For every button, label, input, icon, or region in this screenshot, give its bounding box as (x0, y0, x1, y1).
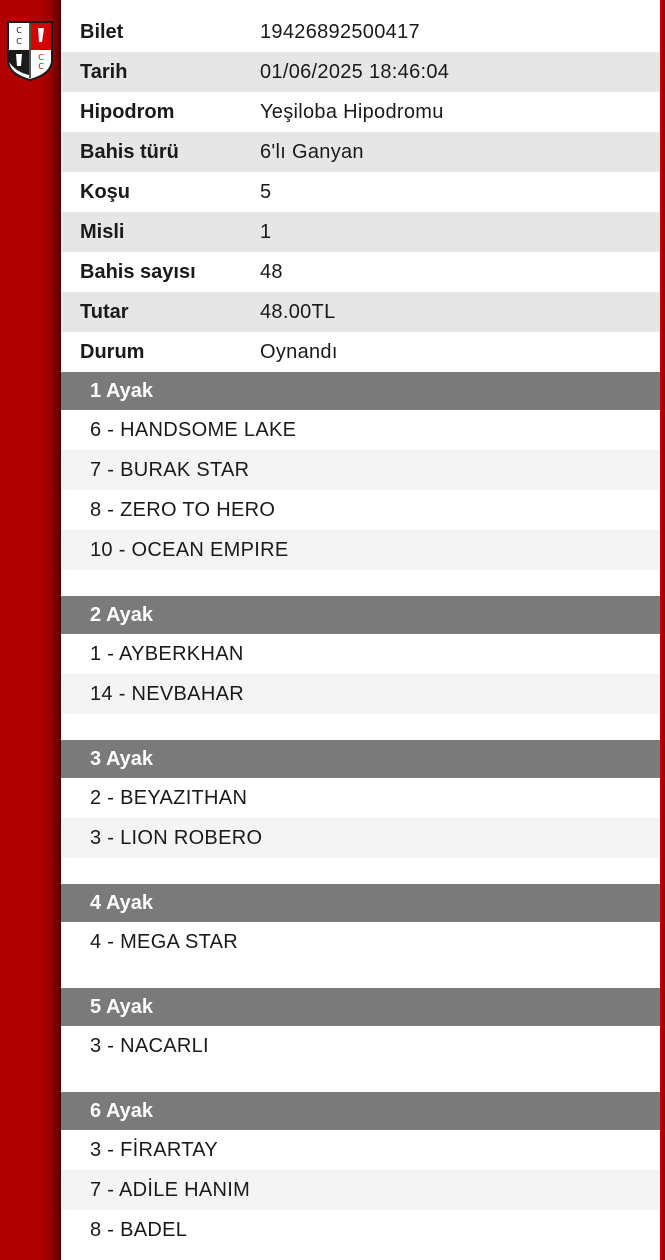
info-row (61, 132, 660, 172)
info-value: 48 (260, 260, 283, 283)
info-label: Hipodrom (80, 100, 175, 123)
leg-header: 5 Ayak (61, 988, 660, 1026)
horse-item: 8 - BADEL (90, 1218, 188, 1241)
info-value: 01/06/2025 18:46:04 (260, 60, 450, 83)
info-value: 1 (260, 220, 272, 243)
info-row (61, 252, 660, 292)
svg-text:C: C (38, 53, 44, 62)
left-sidebar (0, 0, 61, 1260)
horse-item: 7 - BURAK STAR (61, 450, 660, 490)
info-label: Bilet (80, 20, 124, 43)
leg-header: 3 Ayak (61, 740, 660, 778)
info-row (61, 92, 660, 132)
horse-item: 3 - FİRARTAY (90, 1138, 219, 1161)
horse-item: 4 - MEGA STAR (90, 930, 239, 953)
info-label: Misli (80, 220, 125, 243)
horse-item: 2 - BEYAZITHAN (90, 786, 248, 809)
svg-text:C: C (16, 37, 22, 46)
info-value: 6'lı Ganyan (260, 140, 364, 163)
leg-spacer (61, 1066, 660, 1092)
horse-item: 10 - OCEAN EMPIRE (61, 530, 660, 570)
leg-spacer (61, 714, 660, 740)
info-label: Koşu (80, 180, 130, 203)
info-label: Bahis sayısı (80, 260, 196, 283)
leg-header: 1 Ayak (61, 372, 660, 410)
info-row (61, 172, 660, 212)
info-row (61, 12, 660, 52)
info-value: 5 (260, 180, 272, 203)
svg-text:C: C (16, 26, 22, 35)
info-label: Tarih (80, 60, 128, 83)
info-row (61, 212, 660, 252)
info-label: Durum (80, 340, 145, 363)
leg-header: 2 Ayak (61, 596, 660, 634)
leg-spacer (61, 570, 660, 596)
right-edge-bar (660, 0, 665, 1260)
leg-header: 6 Ayak (61, 1092, 660, 1130)
info-value: Oynandı (260, 340, 338, 363)
horse-item: 3 - LION ROBERO (61, 818, 660, 858)
leg-spacer (61, 858, 660, 884)
svg-text:C: C (38, 62, 44, 71)
legs-list (61, 372, 660, 1250)
info-row (61, 332, 660, 372)
info-row (61, 52, 660, 92)
info-value: 48.00TL (260, 300, 336, 323)
horse-item: 6 - HANDSOME LAKE (90, 418, 297, 441)
info-value: 19426892500417 (260, 20, 420, 43)
ticket-info-table (61, 12, 660, 372)
info-label: Bahis türü (80, 140, 179, 163)
club-crest-icon[interactable] (6, 20, 54, 82)
info-row (61, 292, 660, 332)
leg-spacer (61, 962, 660, 988)
horse-item: 8 - ZERO TO HERO (90, 498, 276, 521)
horse-item: 1 - AYBERKHAN (90, 642, 244, 665)
leg-header: 4 Ayak (61, 884, 660, 922)
horse-item: 7 - ADİLE HANIM (61, 1170, 660, 1210)
ticket-detail (61, 12, 660, 1250)
horse-item: 3 - NACARLI (90, 1034, 209, 1057)
info-label: Tutar (80, 300, 129, 323)
horse-item: 14 - NEVBAHAR (61, 674, 660, 714)
info-value: Yeşiloba Hipodromu (260, 100, 444, 123)
